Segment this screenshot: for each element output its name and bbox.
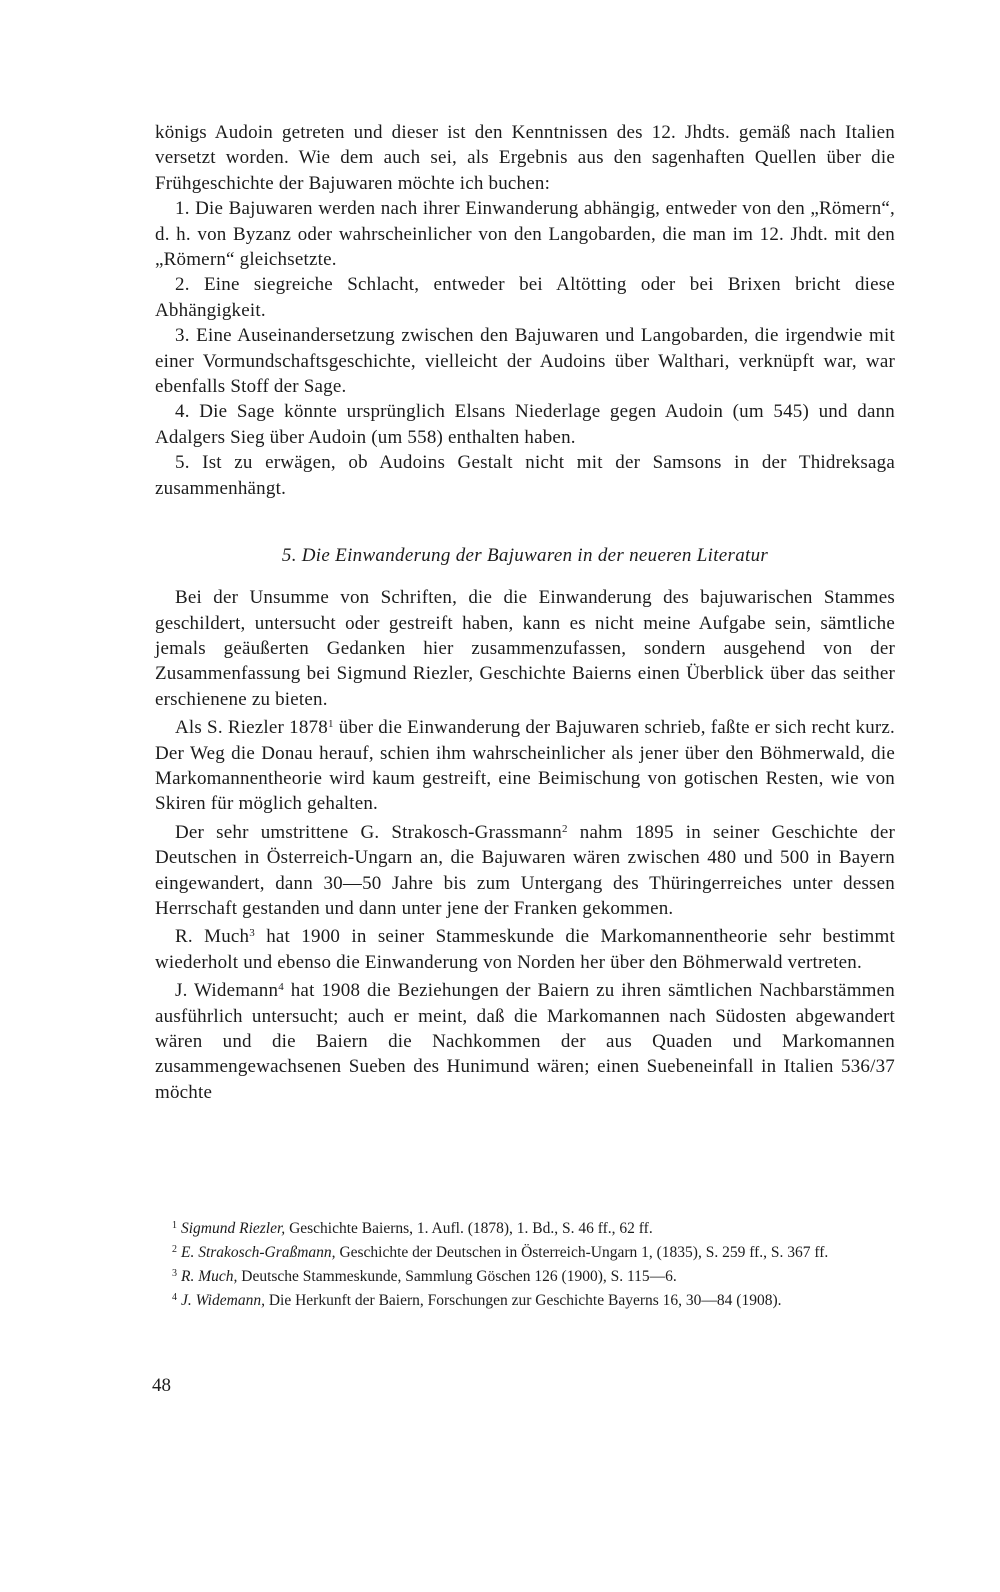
paragraph-text: J. Widemann <box>175 980 279 1002</box>
paragraph-text: nahm 1895 in seiner Geschichte der Deutschen in Österreich-Ungarn an, die Bajuwaren wären zwischen 480 und 500 in Bayern eingewandert, dann 30—50 Jahre bis zum Untergang des Thüringerreiches unter dessen Herrschaft gestanden und dann unter jene der Franken gekommen. <box>155 821 895 919</box>
footnote-text: Geschichte der Deutschen in Österreich-Ungarn 1, (1835), S. 259 ff., S. 367 ff. <box>335 1244 829 1261</box>
list-item-1: 1. Die Bajuwaren werden nach ihrer Einwanderung abhängig, entweder von den „Römern“, d. h. von Byzanz oder wahrscheinlicher von den Langobarden, die man im 12. Jhdt. mit den „Römern“ gleichsetzte. <box>155 198 895 271</box>
footnote-3 <box>150 1263 895 1287</box>
footnote-2 <box>150 1239 895 1263</box>
paragraph-text: hat 1908 die Beziehungen der Baiern zu ihren sämtlichen Nachbarstämmen ausführlich untersucht; auch er meint, daß die Markomannen nach Südosten abgewandert wären und die Baiern die Nachkommen der aus Quaden und Markomannen zusammengewachsenen Sueben des Hunimund wären; einen Suebeneinfall in Italien 536/37 möchte <box>155 980 895 1103</box>
list-item-5: 5. Ist zu erwägen, ob Audoins Gestalt nicht mit der Samsons in der Thidreksaga zusammenhängt. <box>155 452 895 499</box>
footnote-text: Die Herkunft der Baiern, Forschungen zur Geschichte Bayerns 16, 30—84 (1908). <box>264 1292 782 1309</box>
list-item-2: 2. Eine siegreiche Schlacht, entweder bei Altötting oder bei Brixen bricht diese Abhängigkeit. <box>155 274 895 321</box>
footnote-ref: 1 <box>327 718 334 731</box>
footnotes <box>150 1215 895 1311</box>
paragraph-much <box>155 921 895 975</box>
paragraph-text: Als S. Riezler 1878 <box>175 717 328 739</box>
body-text-top <box>155 120 895 501</box>
footnote-ref: 2 <box>561 822 568 835</box>
footnote-number: 2 <box>172 1244 177 1255</box>
footnote-4 <box>150 1287 895 1311</box>
footnote-1 <box>150 1215 895 1239</box>
paragraph-intro: königs Audoin getreten und dieser ist den Kenntnissen des 12. Jhdts. gemäß nach Italien versetzt worden. Wie dem auch sei, als Ergebnis aus den sagenhaften Quellen über die Frühgeschichte der Bajuwaren möchte ich buchen: <box>155 122 895 194</box>
page-body <box>155 120 895 1105</box>
list-item-3: 3. Eine Auseinandersetzung zwischen den Bajuwaren und Langobarden, die irgendwie mit einer Vormundschaftsgeschichte, vielleicht der Audoins über Walthari, verknüpft war, war ebenfalls Stoff der Sage. <box>155 325 895 398</box>
paragraph-widemann <box>155 975 895 1105</box>
paragraph-overview <box>155 585 895 712</box>
paragraph-strakosch <box>155 817 895 922</box>
paragraph-text: über die Einwanderung der Bajuwaren schrieb, faßte er sich recht kurz. Der Weg die Donau herauf, schien ihm wahrscheinlicher als jener über den Böhmerwald, die Markomannentheorie wird kaum gestreift, eine Beimischung von gotischen Resten, wie von Skiren für möglich gehalten. <box>155 717 896 815</box>
footnote-text: Deutsche Stammeskunde, Sammlung Göschen 126 (1900), S. 115—6. <box>237 1268 677 1285</box>
footnote-author: R. Much, <box>181 1268 238 1285</box>
footnote-number: 4 <box>172 1292 177 1303</box>
page-number: 48 <box>152 1375 171 1396</box>
list-item-4: 4. Die Sage könnte ursprünglich Elsans Niederlage gegen Audoin (um 545) und dann Adalgers Sieg über Audoin (um 558) enthalten haben. <box>155 401 895 448</box>
footnote-ref: 4 <box>278 981 284 994</box>
footnote-author: E. Strakosch-Graßmann, <box>181 1244 336 1261</box>
footnote-text: Geschichte Baierns, 1. Aufl. (1878), 1. Bd., S. 46 ff., 62 ff. <box>285 1220 653 1237</box>
section-heading: 5. Die Einwanderung der Bajuwaren in der neueren Literatur <box>281 545 769 567</box>
footnote-number: 3 <box>172 1268 177 1279</box>
paragraph-text: Der sehr umstrittene G. Strakosch-Grassmann <box>175 821 562 843</box>
paragraph-text: Bei der Unsumme von Schriften, die die Einwanderung des bajuwarischen Stammes geschildert, untersucht oder gestreift haben, kann es nicht meine Aufgabe sein, sämtliche jemals geäußerten Gedanken hier zusammenzufassen, sondern ausgehend von der Zusammenfassung bei Sigmund Riezler, Geschichte Baierns einen Überblick über das seither erschienene zu bieten. <box>155 587 895 710</box>
body-text-bottom <box>155 585 895 1105</box>
footnote-author: Sigmund Riezler, <box>181 1220 286 1237</box>
footnote-number: 1 <box>172 1220 177 1231</box>
paragraph-riezler <box>155 712 895 817</box>
paragraph-text: R. Much <box>175 926 250 948</box>
paragraph-text: hat 1900 in seiner Stammeskunde die Markomannentheorie sehr bestimmt wiederholt und ebenso die Einwanderung von Norden her über den Böhmerwald vertreten. <box>155 926 895 973</box>
footnote-author: J. Widemann, <box>181 1292 265 1309</box>
footnote-ref: 3 <box>249 927 255 940</box>
